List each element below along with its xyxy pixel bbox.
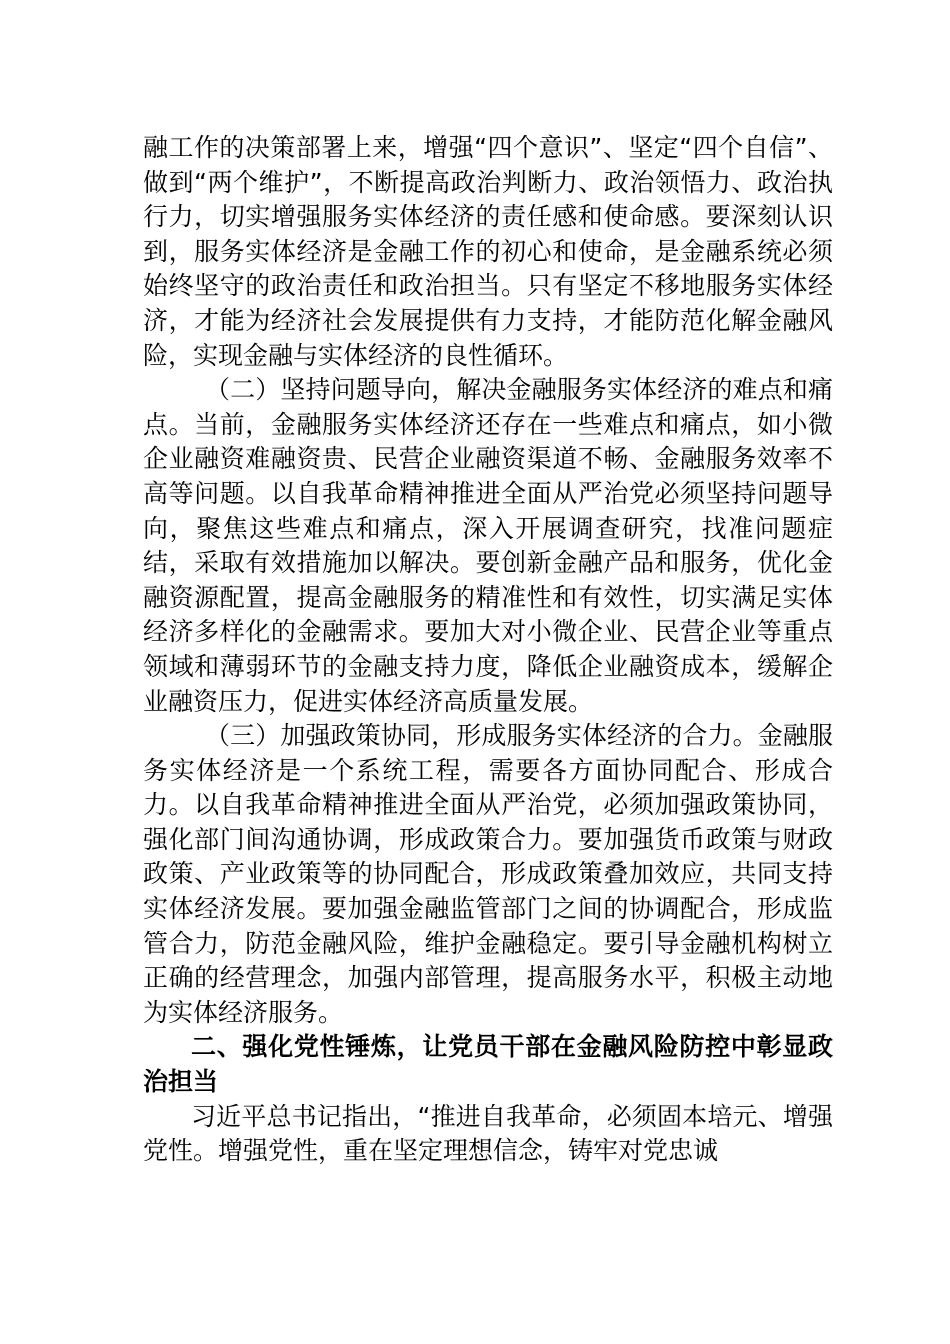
- section-heading-2: 二、强化党性锤炼，让党员干部在金融风险防控中彰显政治担当: [143, 1032, 833, 1097]
- paragraph-section-2: （二）坚持问题导向，解决金融服务实体经济的难点和痛点。当前，金融服务实体经济还存在一些难点和痛点，如小微企业融资难融资贵、民营企业融资渠道不畅、金融服务效率不高等问题。以自我革命精神推进全面从严治党必须坚持问题导向，聚焦这些难点和痛点，深入开展调查研究，找准问题症结，采取有效措施加以解决。要创新金融产品和服务，优化金融资源配置，提高金融服务的精准性和有效性，切实满足实体经济多样化的金融需求。要加大对小微企业、民营企业等重点领域和薄弱环节的金融支持力度，降低企业融资成本，缓解企业融资压力，促进实体经济高质量发展。: [143, 375, 833, 716]
- paragraph-section-3: （三）加强政策协同，形成服务实体经济的合力。金融服务实体经济是一个系统工程，需要各方面协同配合、形成合力。以自我革命精神推进全面从严治党，必须加强政策协同，强化部门间沟通协调，形成政策合力。要加强货币政策与财政政策、产业政策等的协同配合，形成政策叠加效应，共同支持实体经济发展。要加强金融监管部门之间的协调配合，形成监管合力，防范金融风险，维护金融稳定。要引导金融机构树立正确的经营理念，加强内部管理，提高服务水平，积极主动地为实体经济服务。: [143, 721, 833, 1027]
- paragraph-continuation: 融工作的决策部署上来，增强“四个意识”、坚定“四个自信”、做到“两个维护”，不断提高政治判断力、政治领悟力、政治执行力，切实增强服务实体经济的责任感和使命感。要深刻认识到，服务实体经济是金融工作的初心和使命，是金融系统必须始终坚守的政治责任和政治担当。只有坚定不移地服务实体经济，才能为经济社会发展提供有力支持，才能防范化解金融风险，实现金融与实体经济的良性循环。: [143, 133, 833, 370]
- document-body: [143, 131, 833, 1169]
- paragraph-quote: 习近平总书记指出，“推进自我革命，必须固本培元、增强党性。增强党性，重在坚定理想信念，铸牢对党忠诚: [143, 1101, 833, 1166]
